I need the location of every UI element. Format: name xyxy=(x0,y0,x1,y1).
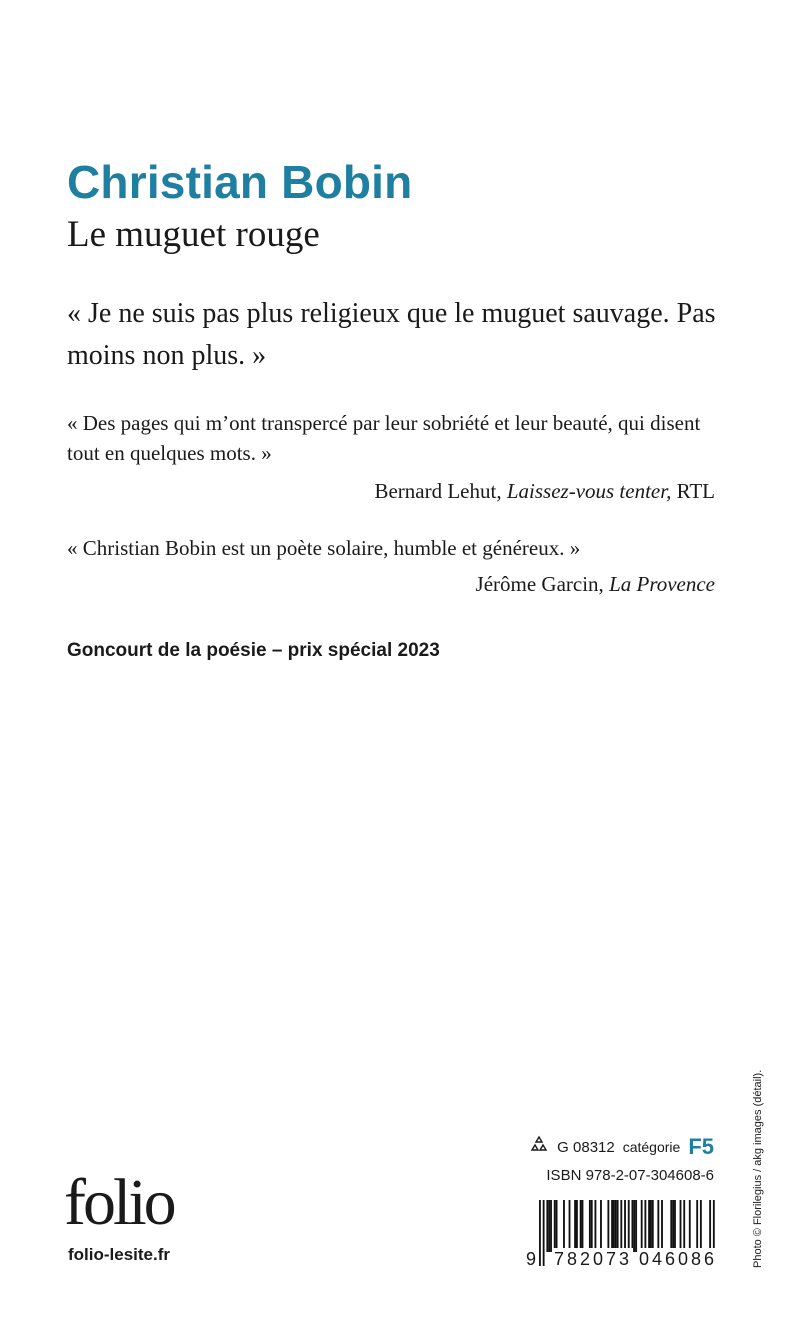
barcode-bar xyxy=(600,1200,602,1252)
barcode-bar xyxy=(617,1200,619,1252)
attribution-name: Bernard Lehut, xyxy=(374,479,502,503)
attribution-work: La Provence xyxy=(609,572,715,596)
barcode xyxy=(525,1200,718,1270)
barcode-bar xyxy=(674,1200,676,1252)
review-quote-2: « Christian Bobin est un poète solaire, humble et généreux. » xyxy=(67,536,581,560)
photo-credit: Photo © Florilegius / akg images (détail). xyxy=(752,1069,764,1268)
barcode-bar xyxy=(648,1200,650,1252)
barcode-bar xyxy=(595,1200,597,1252)
barcode-bar xyxy=(563,1200,565,1252)
isbn-number: ISBN 978-2-07-304608-6 xyxy=(546,1167,714,1184)
product-code: G 08312 xyxy=(557,1138,615,1156)
barcode-bar xyxy=(550,1200,552,1252)
barcode-bar xyxy=(607,1200,609,1252)
review-attribution-1 xyxy=(374,476,715,506)
barcode-bar xyxy=(576,1200,578,1252)
recycle-mark-icon xyxy=(529,1135,549,1159)
barcode-bar xyxy=(683,1200,685,1252)
barcode-bar xyxy=(632,1200,634,1252)
barcode-bar xyxy=(611,1200,613,1252)
category-line xyxy=(529,1132,714,1162)
barcode-bar xyxy=(670,1200,672,1252)
attribution-work: Laissez-vous tenter, xyxy=(506,479,672,503)
barcode-bar xyxy=(580,1200,582,1252)
barcode-bar xyxy=(641,1200,643,1252)
attribution-media: RTL xyxy=(676,479,715,503)
barcode-bar xyxy=(613,1200,615,1252)
barcode-bar xyxy=(652,1200,654,1252)
barcode-digits-right: 046086 xyxy=(639,1249,718,1269)
barcode-bar xyxy=(650,1200,652,1252)
barcode-bar xyxy=(657,1200,659,1252)
barcode-bar xyxy=(574,1200,576,1252)
folio-logo: folio xyxy=(64,1166,174,1239)
book-title: Le muguet rouge xyxy=(67,214,320,255)
author-name: Christian Bobin xyxy=(67,156,413,208)
barcode-bar xyxy=(589,1200,591,1252)
barcode-bar xyxy=(582,1200,584,1252)
barcode-bar xyxy=(700,1200,702,1252)
barcode-bar xyxy=(556,1200,558,1252)
attribution-name: Jérôme Garcin, xyxy=(475,572,604,596)
review-attribution-2 xyxy=(476,569,715,599)
publisher-website[interactable]: folio-lesite.fr xyxy=(68,1245,171,1264)
barcode-bar xyxy=(539,1200,541,1266)
barcode-bar xyxy=(635,1200,637,1252)
category-value: F5 xyxy=(688,1134,714,1159)
barcode-bar xyxy=(548,1200,550,1252)
category-label: catégorie xyxy=(622,1139,681,1155)
barcode-bar xyxy=(633,1200,635,1252)
barcode-bar xyxy=(672,1200,674,1252)
barcode-bar xyxy=(620,1200,622,1252)
review-quote-1: « Des pages qui m’ont transpercé par leur sobriété et leur beauté, qui disent tout en quelques mots. » xyxy=(67,411,701,465)
barcode-digits-left: 782073 xyxy=(554,1249,633,1269)
award-line: Goncourt de la poésie – prix spécial 2023 xyxy=(67,640,440,661)
epigraph-quote: « Je ne suis pas plus religieux que le muguet sauvage. Pas moins non plus. » xyxy=(67,298,716,371)
barcode-bar xyxy=(615,1200,617,1252)
barcode-bar xyxy=(591,1200,593,1252)
barcode-bar xyxy=(569,1200,571,1252)
barcode-bar xyxy=(554,1200,556,1252)
barcode-bar xyxy=(680,1200,682,1252)
barcode-bar xyxy=(546,1200,548,1252)
barcode-bar xyxy=(689,1200,691,1252)
barcode-bar xyxy=(644,1200,646,1252)
barcode-bar xyxy=(543,1200,545,1266)
barcode-bar xyxy=(696,1200,698,1252)
barcode-digit-first: 9 xyxy=(526,1249,537,1269)
barcode-bar xyxy=(661,1200,663,1252)
